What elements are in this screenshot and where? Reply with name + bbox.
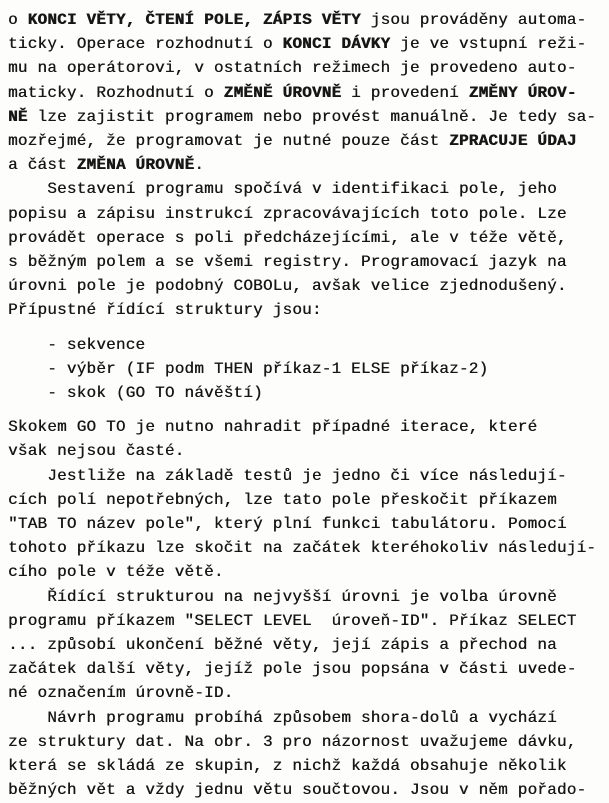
text-segment: i provedení [341, 83, 469, 102]
text-segment: cích polí nepotřebných, lze tato pole přeskočit příkazem [8, 490, 557, 509]
text-segment: cího pole v téže větě. [8, 563, 224, 582]
text-line [8, 8, 601, 32]
text-line [8, 105, 601, 129]
text-line [8, 512, 601, 536]
text-segment: né označením úrovně-ID. [8, 684, 234, 703]
text-segment: ticky. Operace rozhodnutí o [8, 35, 283, 54]
text-segment: jsou prováděny automa- [360, 11, 587, 29]
text-segment: - sekvence [8, 335, 146, 354]
text-line [8, 609, 601, 633]
text-line [8, 153, 601, 177]
document-text [8, 8, 601, 803]
text-line [8, 274, 601, 298]
emphasis-text: KONCI VĚTY, ČTENÍ POLE, ZÁPIS VĚTY [27, 11, 361, 29]
text-line [8, 560, 601, 584]
emphasis-text: KONCI DÁVKY [282, 35, 391, 54]
text-segment: ... způsobí ukončení běžné věty, její zápis a přechod na [8, 636, 557, 655]
text-line [8, 226, 601, 250]
text-line [8, 633, 601, 657]
text-segment: o [8, 11, 28, 29]
text-segment: ze struktury dat. Na obr. 3 pro názornost uvažujeme dávku, [8, 732, 577, 751]
emphasis-text: NĚ [8, 107, 28, 126]
text-segment: - skok (GO TO návěští) [8, 384, 263, 403]
emphasis-text: ZMĚNY ÚROV- [468, 83, 577, 102]
text-line [8, 177, 601, 201]
text-line [8, 250, 601, 274]
text-segment: mu na operátorovi, v ostatních režimech je provedeno auto- [8, 59, 577, 78]
text-line [8, 488, 601, 512]
bullet-list [8, 333, 601, 406]
text-line [8, 81, 601, 105]
text-line [8, 536, 601, 560]
text-segment: Řídící strukturou na nejvyšší úrovni je volba úrovně [8, 587, 557, 606]
text-segment: začátek další věty, jejíž pole jsou popsána v části uvede- [8, 660, 577, 679]
text-segment: Jestliže na základě testů je jedno či více následují- [8, 466, 567, 485]
text-line [8, 657, 601, 681]
emphasis-text: ZMĚNA ÚROVNĚ [76, 156, 195, 175]
text-segment: - výběr (IF podm THEN příkaz-1 ELSE příkaz-2) [8, 359, 489, 378]
text-line [8, 706, 601, 730]
text-segment: Sestavení programu spočívá v identifikaci pole, jeho [8, 180, 557, 199]
text-line [8, 439, 601, 463]
text-line [8, 585, 601, 609]
text-line [8, 681, 601, 705]
paragraph [8, 585, 601, 706]
text-segment: Přípustné řídící struktury jsou: [8, 301, 322, 320]
text-line [8, 129, 601, 153]
emphasis-text: ZPRACUJE ÚDAJ [449, 132, 577, 151]
text-segment: mozřejmé, že programovat je nutné pouze část [8, 132, 450, 151]
paragraph [8, 177, 601, 322]
text-line [8, 32, 601, 56]
text-line [8, 56, 601, 80]
text-line [8, 464, 601, 488]
text-segment: popisu a zápisu instrukcí zpracovávajících toto pole. Lze [8, 204, 567, 223]
list-item [8, 333, 601, 357]
paragraph [8, 464, 601, 585]
text-segment: a část [8, 156, 77, 175]
text-segment: však nejsou časté. [8, 442, 185, 461]
text-segment: úrovni pole je podobný COBOLu, avšak velice zjednodušený. [8, 277, 567, 296]
paragraph [8, 706, 601, 803]
text-segment: maticky. Rozhodnutí o [8, 83, 224, 102]
text-segment: provádět operace s poli předcházejícími, ale v téže větě, [8, 228, 567, 247]
text-line [8, 730, 601, 754]
text-line [8, 778, 601, 802]
text-segment: programu příkazem "SELECT LEVEL úroveň-ID". Příkaz SELECT [8, 611, 577, 630]
text-line [8, 754, 601, 778]
text-segment: s běžným polem a se všemi registry. Programovací jazyk na [8, 253, 567, 272]
list-item [8, 357, 601, 381]
list-item [8, 381, 601, 405]
text-segment: . [194, 156, 205, 175]
emphasis-text: ZMĚNĚ ÚROVNĚ [223, 83, 342, 102]
text-line [8, 298, 601, 322]
text-line [8, 415, 601, 439]
text-segment: Návrh programu probíhá způsobem shora-dolů a vychází [8, 708, 557, 727]
text-segment: běžných vět a vždy jednu větu součtovou. Jsou v něm pořado- [8, 781, 587, 800]
text-segment: je ve vstupní reži- [390, 35, 587, 54]
text-segment: lze zajistit programem nebo provést manuálně. Je tedy sa- [27, 107, 597, 126]
text-segment: "TAB TO název pole", který plní funkci tabulátoru. Pomocí [8, 515, 567, 534]
text-line [8, 202, 601, 226]
text-segment: tohoto příkazu lze skočit na začátek kteréhokoliv následují- [8, 539, 597, 558]
paragraph [8, 8, 601, 177]
text-segment: Skokem GO TO je nutno nahradit případné iterace, které [8, 418, 538, 437]
text-segment: která se skládá ze skupin, z nichž každá obsahuje několik [8, 757, 567, 776]
paragraph [8, 415, 601, 463]
